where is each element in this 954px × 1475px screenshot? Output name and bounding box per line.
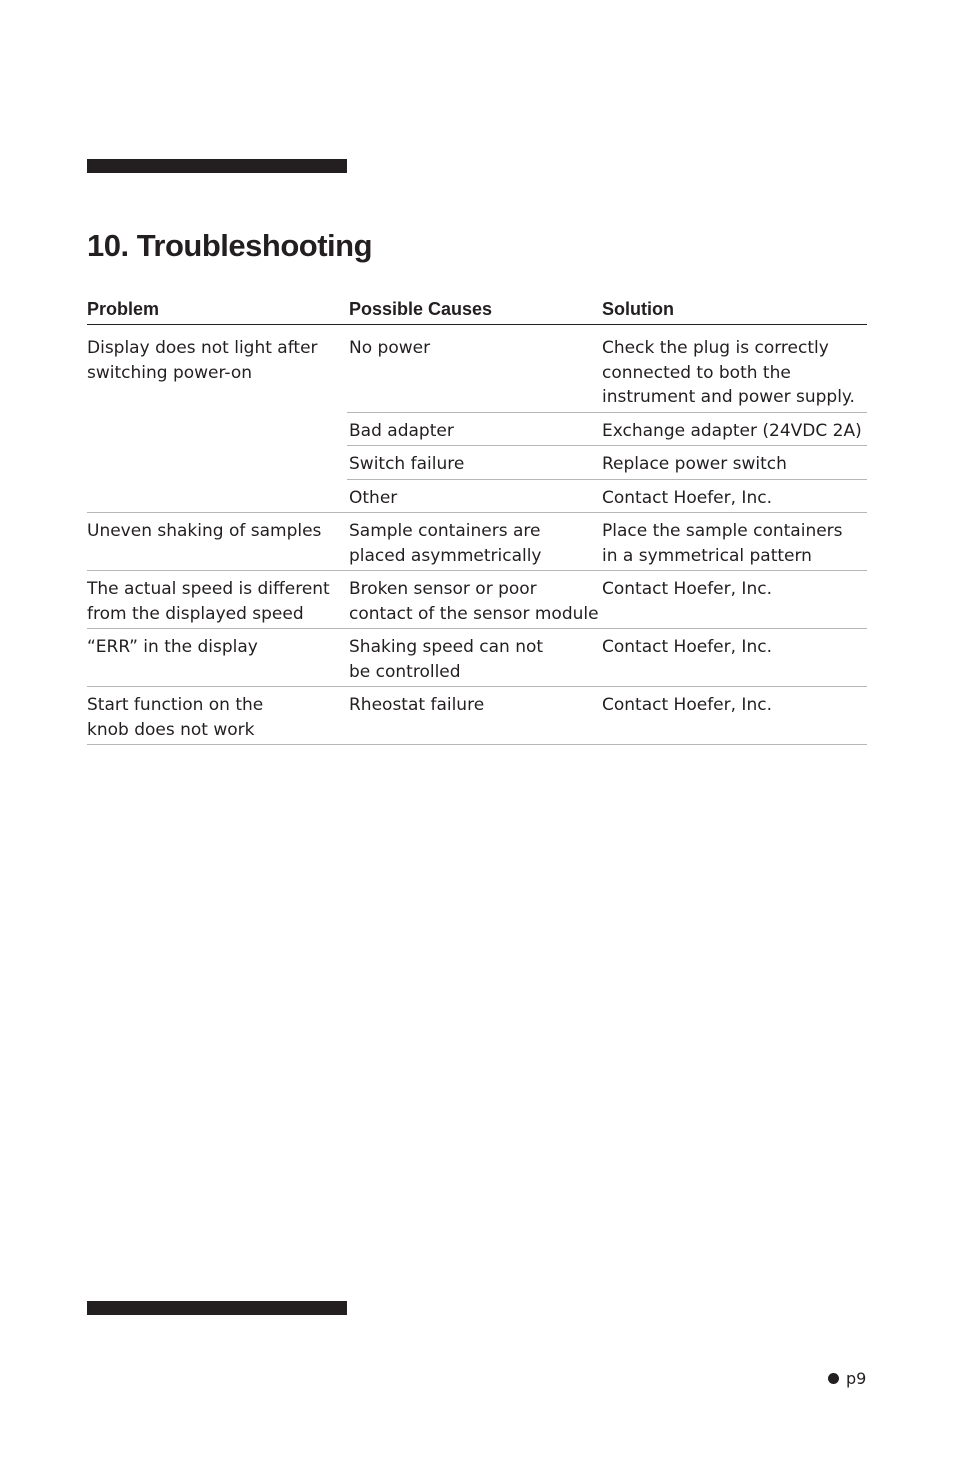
table-row [87, 513, 867, 571]
problem-cell: The actual speed is different from the displayed speed [87, 571, 347, 629]
problem-cell: “ERR” in the display [87, 629, 347, 687]
header-problem: Problem [87, 296, 347, 325]
cause-cell: Other [347, 479, 600, 513]
solution-cell: Contact Hoefer, Inc. [600, 479, 867, 513]
page-number-label: p9 [846, 1368, 867, 1388]
header-possible-causes: Possible Causes [347, 296, 600, 325]
top-rule-bar [87, 159, 347, 173]
table-row [87, 325, 867, 413]
solution-cell: Replace power switch [600, 446, 867, 480]
table-header-row [87, 296, 867, 325]
solution-cell: Place the sample containers in a symmetrical pattern [600, 513, 867, 571]
cause-cell: Sample containers are placed asymmetrically [347, 513, 600, 571]
bullet-icon [828, 1373, 839, 1384]
cause-cell: No power [347, 325, 600, 413]
cause-cell: Bad adapter [347, 412, 600, 446]
table-row [87, 571, 867, 629]
solution-cell: Contact Hoefer, Inc. [600, 629, 867, 687]
bottom-rule-bar [87, 1301, 347, 1315]
problem-cell: Uneven shaking of samples [87, 513, 347, 571]
page-number [828, 1367, 866, 1389]
cause-cell: Broken sensor or poor contact of the sensor module [347, 571, 600, 629]
problem-cell: Start function on the knob does not work [87, 687, 347, 745]
cause-cell: Shaking speed can not be controlled [347, 629, 600, 687]
cause-cell: Switch failure [347, 446, 600, 480]
header-solution: Solution [600, 296, 867, 325]
table-row [87, 629, 867, 687]
page-title: 10. Troubleshooting [87, 228, 373, 263]
problem-cell: Display does not light after switching power-on [87, 325, 347, 513]
solution-cell: Exchange adapter (24VDC 2A) [600, 412, 867, 446]
solution-cell: Contact Hoefer, Inc. [600, 571, 867, 629]
solution-cell: Check the plug is correctly connected to both the instrument and power supply. [600, 325, 867, 413]
table-row [87, 687, 867, 745]
solution-cell: Contact Hoefer, Inc. [600, 687, 867, 745]
cause-cell: Rheostat failure [347, 687, 600, 745]
troubleshooting-table [87, 296, 867, 745]
